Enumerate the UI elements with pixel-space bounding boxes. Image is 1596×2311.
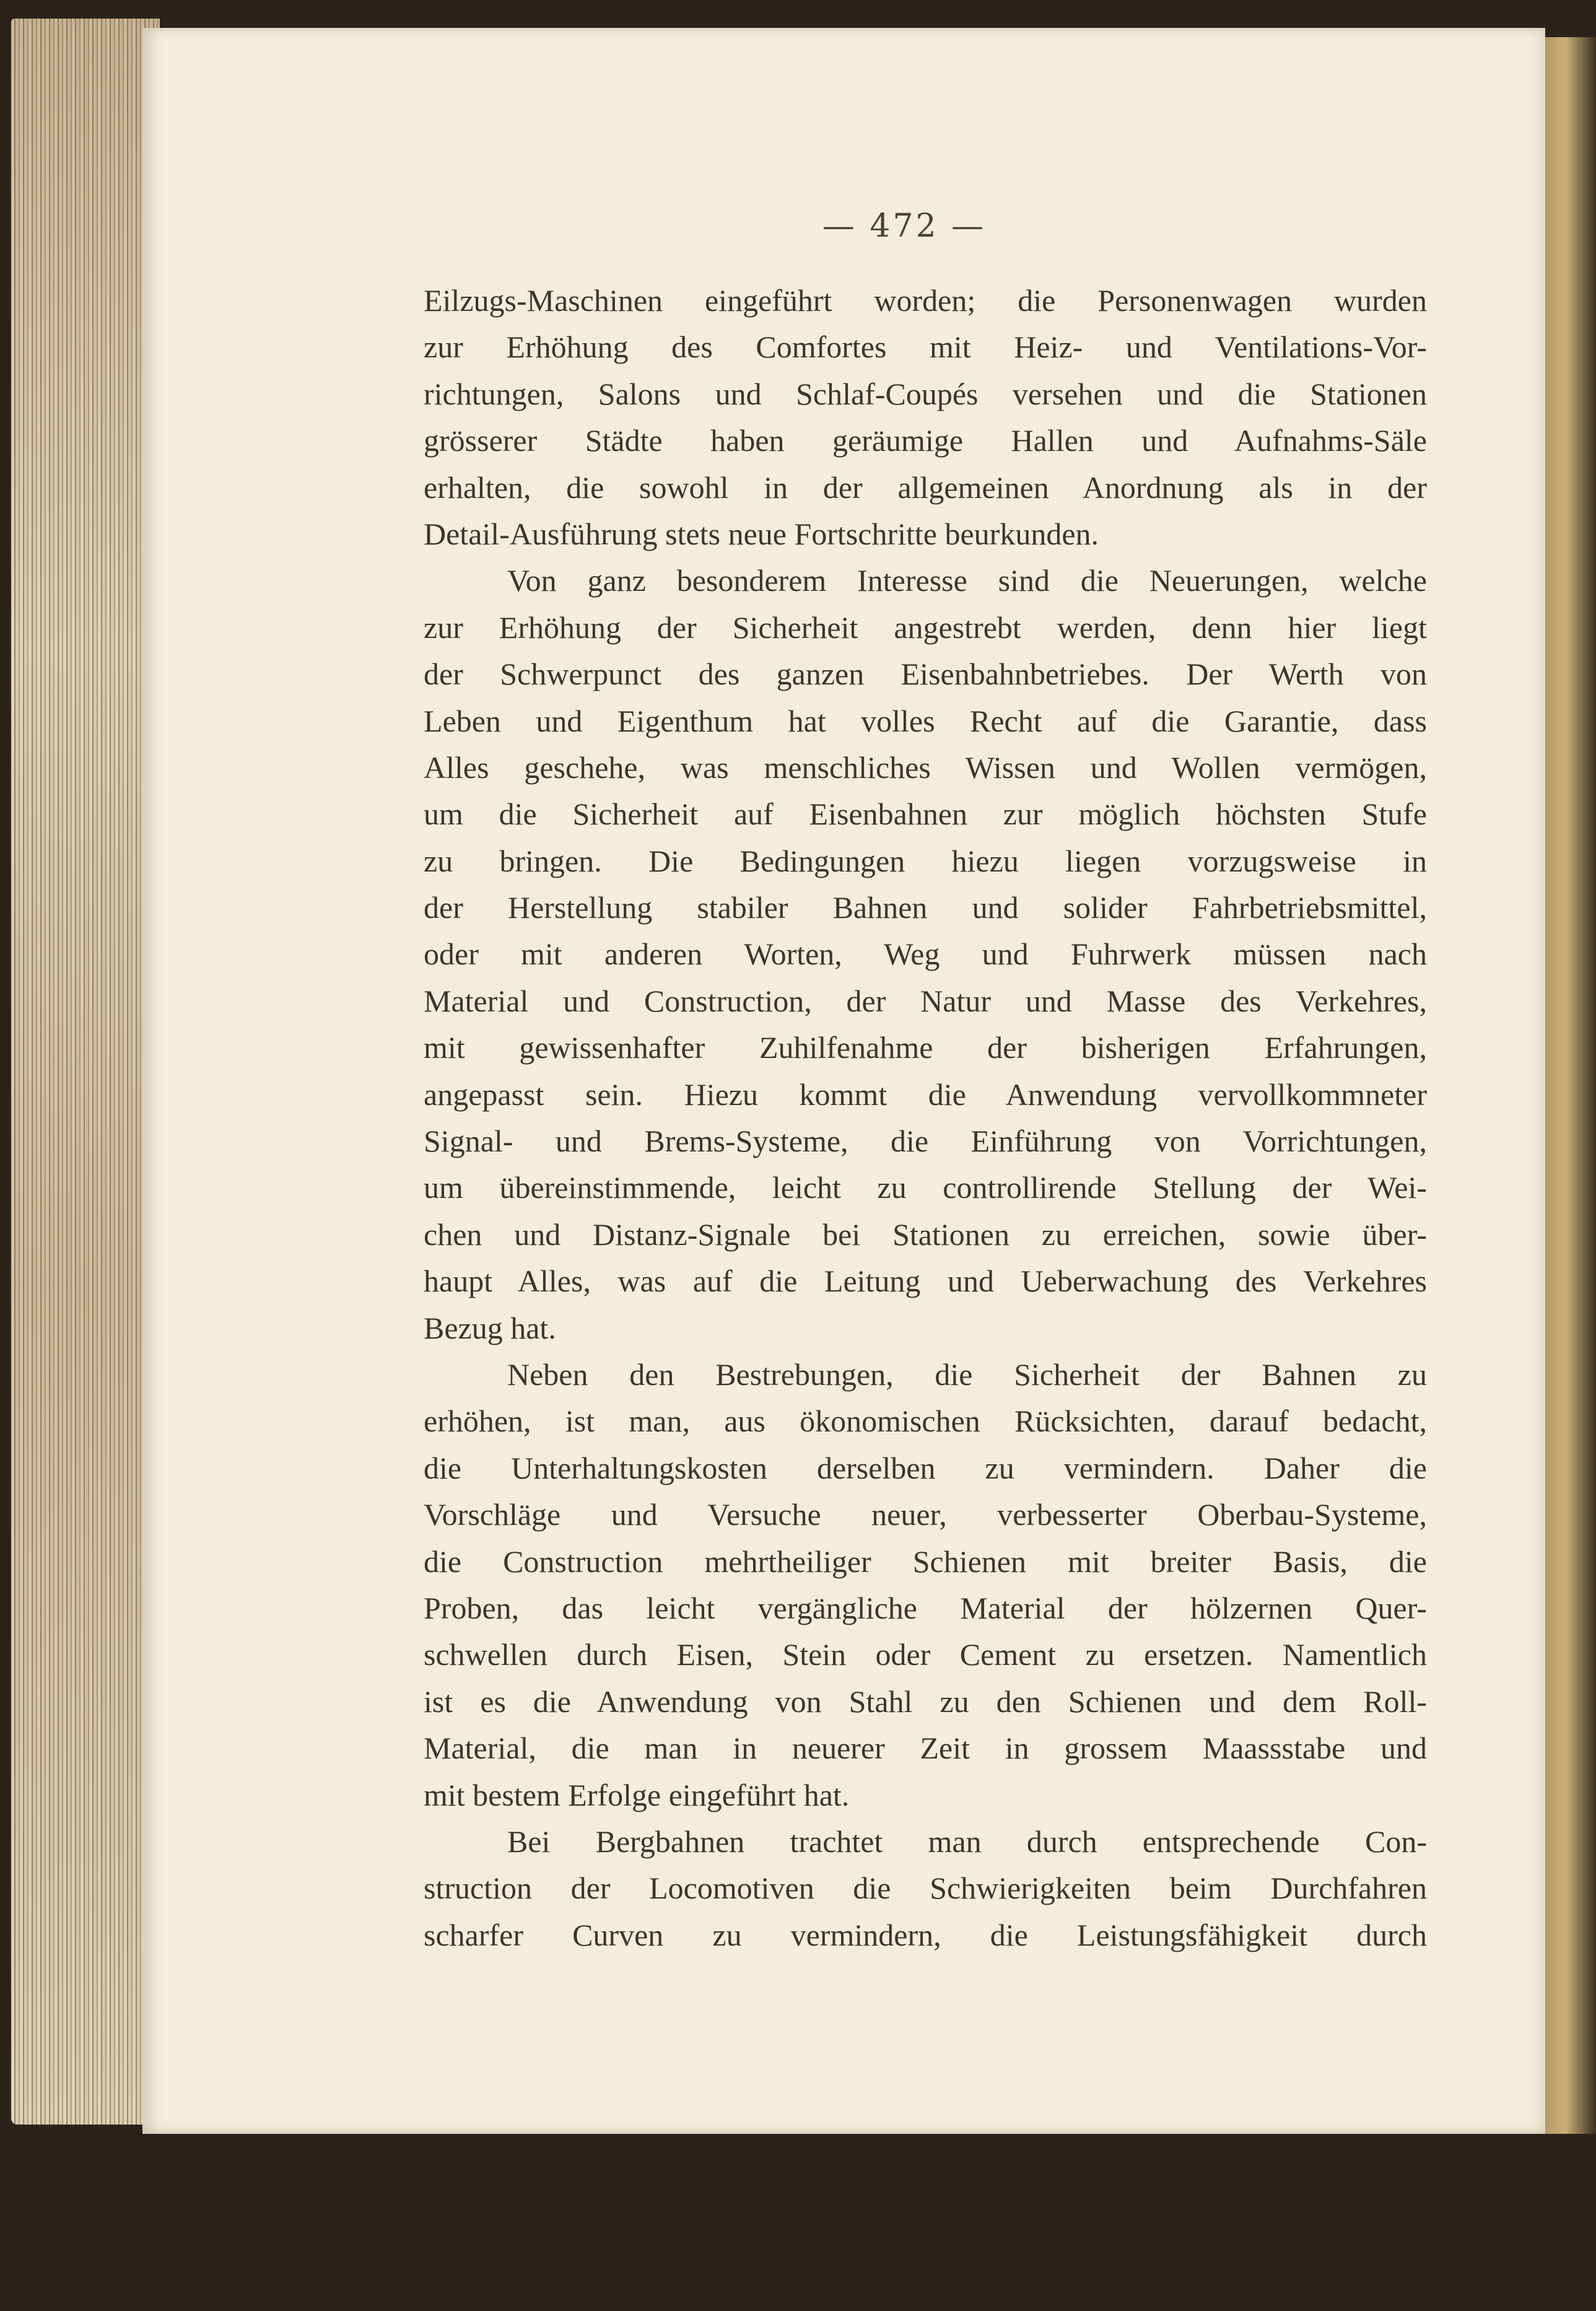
text-line: Neben den Bestrebungen, die Sicherheit der Bahnen zu [507, 1356, 1427, 1392]
text-line: Alles geschehe, was menschliches Wissen und Wollen vermögen, [424, 749, 1427, 785]
text-line: zu bringen. Die Bedingungen hiezu liegen vorzugsweise in [424, 843, 1427, 878]
text-line: Material und Construction, der Natur und Masse des Verkehres, [424, 983, 1427, 1018]
page-edges-stain [11, 19, 160, 2125]
text-line: richtungen, Salons und Schlaf-Coupés versehen und die Stationen [424, 376, 1427, 411]
text-line: struction der Locomotiven die Schwierigkeiten beim Durchfahren [424, 1871, 1427, 1906]
text-line: Bezug hat. [424, 1310, 556, 1345]
text-line: Detail-Ausführung stets neue Fortschritte beurkunden. [424, 516, 1099, 551]
text-line: erhalten, die sowohl in der allgemeinen Anordnung als in der [424, 470, 1427, 505]
page-number: — 472 — [822, 208, 987, 245]
scan-background [0, 2134, 1596, 2311]
text-line: oder mit anderen Worten, Weg und Fuhrwerk müssen nach [424, 937, 1427, 972]
text-line: scharfer Curven zu vermindern, die Leistungsfähigkeit durch [424, 1917, 1427, 1952]
text-line: der Schwerpunct des ganzen Eisenbahnbetriebes. Der Werth von [424, 657, 1427, 692]
text-line: ist es die Anwendung von Stahl zu den Schienen und dem Roll- [424, 1684, 1427, 1719]
text-line: die Construction mehrtheiliger Schienen mit breiter Basis, die [424, 1544, 1427, 1579]
text-line: schwellen durch Eisen, Stein oder Cement zu ersetzen. Namentlich [424, 1637, 1427, 1672]
binding-edge [1545, 37, 1596, 2311]
text-line: haupt Alles, was auf die Leitung und Ueberwachung des Verkehres [424, 1264, 1427, 1299]
text-line: angepasst sein. Hiezu kommt die Anwendung vervollkommneter [424, 1077, 1427, 1112]
text-line: mit bestem Erfolge eingeführt hat. [424, 1777, 850, 1812]
text-line: Von ganz besonderem Interesse sind die Neuerungen, welche [507, 563, 1427, 598]
body-text [424, 277, 1427, 1959]
text-line: Material, die man in neuerer Zeit in grossem Maassstabe und [424, 1731, 1427, 1766]
paragraph [424, 1819, 1427, 1959]
text-line: um die Sicherheit auf Eisenbahnen zur möglich höchsten Stufe [424, 797, 1427, 832]
text-line: Signal- und Brems-Systeme, die Einführung von Vorrichtungen, [424, 1124, 1427, 1159]
text-line: die Unterhaltungskosten derselben zu vermindern. Daher die [424, 1450, 1427, 1485]
text-line: Vorschläge und Versuche neuer, verbesserter Oberbau-Systeme, [424, 1497, 1427, 1532]
paragraph [424, 1352, 1427, 1819]
text-line: Proben, das leicht vergängliche Material der hölzernen Quer- [424, 1590, 1427, 1625]
text-line: zur Erhöhung des Comfortes mit Heiz- und Ventilations-Vor- [424, 330, 1427, 365]
paragraph [424, 277, 1427, 557]
text-line: um übereinstimmende, leicht zu controllirende Stellung der Wei- [424, 1170, 1427, 1205]
text-line: Eilzugs-Maschinen eingeführt worden; die Personenwagen wurden [424, 283, 1427, 318]
text-line: erhöhen, ist man, aus ökonomischen Rücksichten, darauf bedacht, [424, 1404, 1427, 1439]
text-line: grösserer Städte haben geräumige Hallen und Aufnahms-Säle [424, 423, 1427, 458]
text-line: mit gewissenhafter Zuhilfenahme der bisherigen Erfahrungen, [424, 1030, 1427, 1065]
text-line: der Herstellung stabiler Bahnen und solider Fahrbetriebsmittel, [424, 890, 1427, 925]
text-line: Leben und Eigenthum hat volles Recht auf die Garantie, dass [424, 703, 1427, 738]
text-line: chen und Distanz-Signale bei Stationen zu erreichen, sowie über- [424, 1217, 1427, 1252]
text-line: zur Erhöhung der Sicherheit angestrebt werden, denn hier liegt [424, 609, 1427, 645]
text-line: Bei Bergbahnen trachtet man durch entsprechende Con- [507, 1824, 1427, 1859]
paragraph [424, 557, 1427, 1352]
